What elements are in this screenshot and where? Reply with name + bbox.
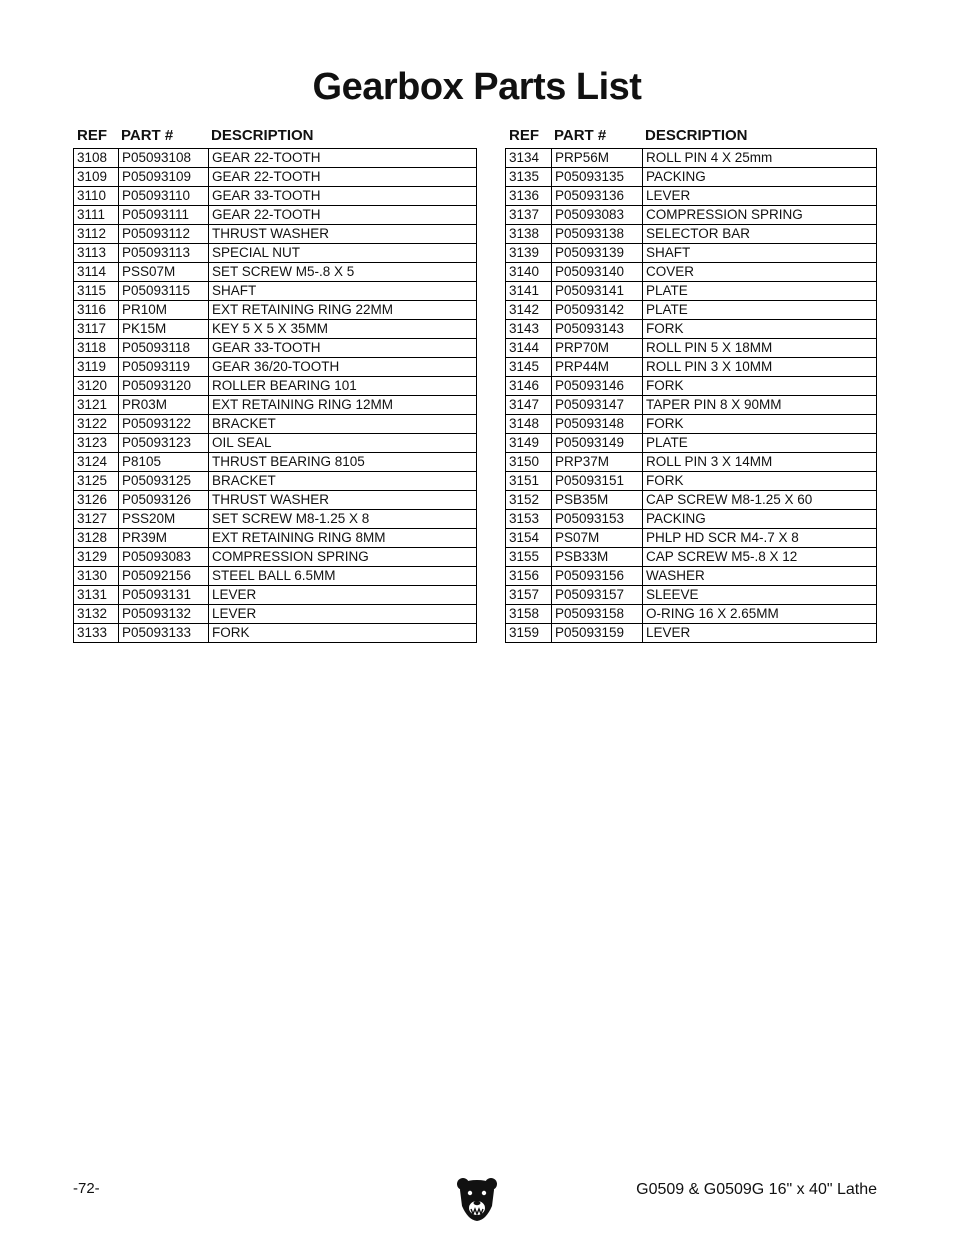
description-cell: GEAR 22-TOOTH: [208, 149, 476, 167]
ref-cell: 3119: [77, 359, 107, 374]
ref-cell: 3159: [509, 625, 540, 640]
part-number-cell: P05093119: [118, 358, 208, 376]
part-number-cell: PK15M: [118, 320, 208, 338]
table-row: [506, 301, 876, 320]
ref-cell: 3135: [509, 169, 540, 184]
description-cell: SPECIAL NUT: [208, 244, 476, 262]
table-row: [506, 225, 876, 244]
table-row: [74, 377, 476, 396]
table-row: [74, 567, 476, 586]
description-cell: PACKING: [642, 168, 876, 186]
table-row: [74, 415, 476, 434]
ref-cell: 3125: [77, 473, 108, 488]
part-number-cell: PR03M: [118, 396, 208, 414]
description-cell: BRACKET: [208, 472, 476, 490]
description-cell: GEAR 33-TOOTH: [208, 339, 476, 357]
description-cell: SLEEVE: [642, 586, 876, 604]
ref-cell: 3156: [509, 568, 540, 583]
table-row: [74, 548, 476, 567]
table-row: [506, 377, 876, 396]
ref-cell: 3153: [509, 511, 540, 526]
ref-cell: 3154: [509, 530, 540, 545]
table-row: [74, 453, 476, 472]
description-cell: PLATE: [642, 301, 876, 319]
ref-cell: 3139: [509, 245, 540, 260]
table-row: [506, 491, 876, 510]
description-cell: LEVER: [208, 586, 476, 604]
part-number-cell: PSB35M: [551, 491, 642, 509]
part-number-cell: P05093125: [118, 472, 208, 490]
ref-cell: 3115: [77, 283, 107, 298]
part-number-cell: P05093136: [551, 187, 642, 205]
table-row: [506, 149, 876, 168]
part-number-cell: P05093151: [551, 472, 642, 490]
part-number-cell: PSB33M: [551, 548, 642, 566]
table-row: [506, 396, 876, 415]
part-number-cell: P8105: [118, 453, 208, 471]
part-number-cell: P05093118: [118, 339, 208, 357]
description-cell: THRUST BEARING 8105: [208, 453, 476, 471]
table-row: [74, 491, 476, 510]
table-row: [74, 529, 476, 548]
table-row: [506, 453, 876, 472]
part-number-cell: PRP44M: [551, 358, 642, 376]
part-number-cell: P05093135: [551, 168, 642, 186]
bear-head-icon: [456, 1176, 498, 1222]
part-number-cell: P05093111: [118, 206, 208, 224]
description-cell: PLATE: [642, 282, 876, 300]
table-row: [74, 510, 476, 529]
table-row: [506, 168, 876, 187]
part-number-cell: P05093122: [118, 415, 208, 433]
table-row: [74, 244, 476, 263]
table-row: [506, 339, 876, 358]
description-cell: GEAR 22-TOOTH: [208, 206, 476, 224]
part-number-cell: P05093140: [551, 263, 642, 281]
description-cell: KEY 5 X 5 X 35MM: [208, 320, 476, 338]
description-cell: COVER: [642, 263, 876, 281]
table-row: [74, 605, 476, 624]
part-number-cell: PR39M: [118, 529, 208, 547]
description-cell: ROLL PIN 3 X 14MM: [642, 453, 876, 471]
part-number-cell: P05093133: [118, 624, 208, 642]
footer-model: G0509 & G0509G 16" x 40" Lathe: [636, 1181, 877, 1198]
ref-cell: 3116: [77, 302, 107, 317]
part-number-cell: PRP37M: [551, 453, 642, 471]
part-number-cell: P05093143: [551, 320, 642, 338]
table-row: [74, 320, 476, 339]
description-cell: TAPER PIN 8 X 90MM: [642, 396, 876, 414]
ref-cell: 3118: [77, 340, 107, 355]
part-number-cell: P05093148: [551, 415, 642, 433]
description-cell: LEVER: [642, 624, 876, 642]
description-cell: FORK: [642, 415, 876, 433]
table-body: [505, 148, 877, 643]
description-cell: OIL SEAL: [208, 434, 476, 452]
ref-cell: 3136: [509, 188, 540, 203]
part-number-cell: P05093083: [118, 548, 208, 566]
description-cell: THRUST WASHER: [208, 491, 476, 509]
page-number: -72-: [73, 1180, 100, 1197]
ref-cell: 3128: [77, 530, 108, 545]
ref-cell: 3158: [509, 606, 540, 621]
description-cell: SET SCREW M5-.8 X 5: [208, 263, 476, 281]
description-cell: WASHER: [642, 567, 876, 585]
part-number-cell: P05093115: [118, 282, 208, 300]
ref-cell: 3140: [509, 264, 540, 279]
part-number-cell: P05093120: [118, 377, 208, 395]
part-number-cell: P05093139: [551, 244, 642, 262]
table-row: [74, 301, 476, 320]
description-cell: O-RING 16 X 2.65MM: [642, 605, 876, 623]
ref-cell: 3129: [77, 549, 108, 564]
ref-cell: 3151: [509, 473, 540, 488]
description-cell: LEVER: [642, 187, 876, 205]
part-number-cell: P05093156: [551, 567, 642, 585]
ref-cell: 3148: [509, 416, 540, 431]
table-row: [506, 187, 876, 206]
description-cell: SET SCREW M8-1.25 X 8: [208, 510, 476, 528]
ref-cell: 3132: [77, 606, 108, 621]
description-cell: EXT RETAINING RING 22MM: [208, 301, 476, 319]
table-row: [506, 263, 876, 282]
ref-cell: 3122: [77, 416, 108, 431]
description-cell: STEEL BALL 6.5MM: [208, 567, 476, 585]
part-number-cell: P05093123: [118, 434, 208, 452]
ref-cell: 3111: [77, 207, 106, 222]
ref-cell: 3124: [77, 454, 108, 469]
part-number-cell: P05093131: [118, 586, 208, 604]
table-row: [74, 624, 476, 643]
table-row: [506, 282, 876, 301]
ref-cell: 3112: [77, 226, 107, 241]
header-part: PART #: [554, 127, 607, 144]
part-number-cell: P05093112: [118, 225, 208, 243]
description-cell: GEAR 33-TOOTH: [208, 187, 476, 205]
part-number-cell: P05093157: [551, 586, 642, 604]
ref-cell: 3134: [509, 150, 540, 165]
description-cell: GEAR 36/20-TOOTH: [208, 358, 476, 376]
ref-cell: 3109: [77, 169, 108, 184]
table-row: [506, 320, 876, 339]
table-row: [74, 434, 476, 453]
table-header: [505, 124, 877, 148]
description-cell: GEAR 22-TOOTH: [208, 168, 476, 186]
table-row: [506, 206, 876, 225]
part-number-cell: PRP70M: [551, 339, 642, 357]
part-number-cell: P05093142: [551, 301, 642, 319]
table-row: [506, 472, 876, 491]
ref-cell: 3120: [77, 378, 108, 393]
description-cell: THRUST WASHER: [208, 225, 476, 243]
table-row: [74, 225, 476, 244]
ref-cell: 3131: [77, 587, 108, 602]
part-number-cell: P05093141: [551, 282, 642, 300]
description-cell: LEVER: [208, 605, 476, 623]
table-row: [74, 472, 476, 491]
ref-cell: 3117: [77, 321, 107, 336]
table-row: [506, 434, 876, 453]
description-cell: SELECTOR BAR: [642, 225, 876, 243]
table-header: [73, 124, 477, 148]
header-part: PART #: [121, 127, 174, 144]
ref-cell: 3121: [77, 397, 108, 412]
description-cell: FORK: [642, 377, 876, 395]
part-number-cell: PRP56M: [551, 149, 642, 167]
part-number-cell: PS07M: [551, 529, 642, 547]
table-row: [506, 244, 876, 263]
ref-cell: 3133: [77, 625, 108, 640]
ref-cell: 3110: [77, 188, 107, 203]
header-description: DESCRIPTION: [645, 127, 748, 144]
ref-cell: 3114: [77, 264, 107, 279]
part-number-cell: P05093126: [118, 491, 208, 509]
part-number-cell: PSS07M: [118, 263, 208, 281]
description-cell: SHAFT: [208, 282, 476, 300]
part-number-cell: P05093109: [118, 168, 208, 186]
ref-cell: 3142: [509, 302, 540, 317]
header-ref: REF: [77, 127, 107, 144]
description-cell: ROLL PIN 5 X 18MM: [642, 339, 876, 357]
description-cell: FORK: [642, 320, 876, 338]
part-number-cell: P05093146: [551, 377, 642, 395]
parts-table-right: [505, 124, 877, 643]
description-cell: CAP SCREW M8-1.25 X 60: [642, 491, 876, 509]
description-cell: PHLP HD SCR M4-.7 X 8: [642, 529, 876, 547]
ref-cell: 3143: [509, 321, 540, 336]
part-number-cell: P05093147: [551, 396, 642, 414]
part-number-cell: PR10M: [118, 301, 208, 319]
ref-cell: 3113: [77, 245, 107, 260]
description-cell: EXT RETAINING RING 8MM: [208, 529, 476, 547]
part-number-cell: P05093108: [118, 149, 208, 167]
ref-cell: 3152: [509, 492, 540, 507]
description-cell: BRACKET: [208, 415, 476, 433]
table-row: [506, 586, 876, 605]
part-number-cell: P05093110: [118, 187, 208, 205]
ref-cell: 3130: [77, 568, 108, 583]
table-row: [74, 282, 476, 301]
part-number-cell: P05093138: [551, 225, 642, 243]
table-row: [74, 149, 476, 168]
table-row: [506, 605, 876, 624]
description-cell: FORK: [208, 624, 476, 642]
table-row: [74, 168, 476, 187]
ref-cell: 3157: [509, 587, 540, 602]
description-cell: ROLLER BEARING 101: [208, 377, 476, 395]
part-number-cell: P05093158: [551, 605, 642, 623]
part-number-cell: P05092156: [118, 567, 208, 585]
ref-cell: 3144: [509, 340, 540, 355]
table-body: [73, 148, 477, 643]
description-cell: ROLL PIN 3 X 10MM: [642, 358, 876, 376]
part-number-cell: P05093159: [551, 624, 642, 642]
ref-cell: 3141: [509, 283, 540, 298]
header-description: DESCRIPTION: [211, 127, 314, 144]
ref-cell: 3138: [509, 226, 540, 241]
table-row: [74, 206, 476, 225]
ref-cell: 3126: [77, 492, 108, 507]
description-cell: COMPRESSION SPRING: [642, 206, 876, 224]
table-row: [74, 586, 476, 605]
page-title: Gearbox Parts List: [312, 66, 642, 108]
part-number-cell: P05093149: [551, 434, 642, 452]
ref-cell: 3127: [77, 511, 108, 526]
part-number-cell: P05093083: [551, 206, 642, 224]
ref-cell: 3137: [509, 207, 540, 222]
part-number-cell: P05093113: [118, 244, 208, 262]
table-row: [74, 358, 476, 377]
ref-cell: 3145: [509, 359, 540, 374]
table-row: [74, 187, 476, 206]
ref-cell: 3108: [77, 150, 108, 165]
description-cell: SHAFT: [642, 244, 876, 262]
ref-cell: 3155: [509, 549, 540, 564]
description-cell: CAP SCREW M5-.8 X 12: [642, 548, 876, 566]
table-row: [506, 529, 876, 548]
ref-cell: 3123: [77, 435, 108, 450]
description-cell: PLATE: [642, 434, 876, 452]
ref-cell: 3146: [509, 378, 540, 393]
table-row: [74, 263, 476, 282]
table-row: [74, 396, 476, 415]
table-row: [74, 339, 476, 358]
part-number-cell: PSS20M: [118, 510, 208, 528]
ref-cell: 3149: [509, 435, 540, 450]
table-row: [506, 548, 876, 567]
ref-cell: 3150: [509, 454, 540, 469]
parts-table-left: [73, 124, 477, 643]
header-ref: REF: [509, 127, 539, 144]
part-number-cell: P05093153: [551, 510, 642, 528]
ref-cell: 3147: [509, 397, 540, 412]
table-row: [506, 415, 876, 434]
table-row: [506, 567, 876, 586]
description-cell: ROLL PIN 4 X 25mm: [642, 149, 876, 167]
table-row: [506, 358, 876, 377]
table-row: [506, 510, 876, 529]
description-cell: FORK: [642, 472, 876, 490]
table-row: [506, 624, 876, 643]
description-cell: COMPRESSION SPRING: [208, 548, 476, 566]
description-cell: EXT RETAINING RING 12MM: [208, 396, 476, 414]
part-number-cell: P05093132: [118, 605, 208, 623]
description-cell: PACKING: [642, 510, 876, 528]
